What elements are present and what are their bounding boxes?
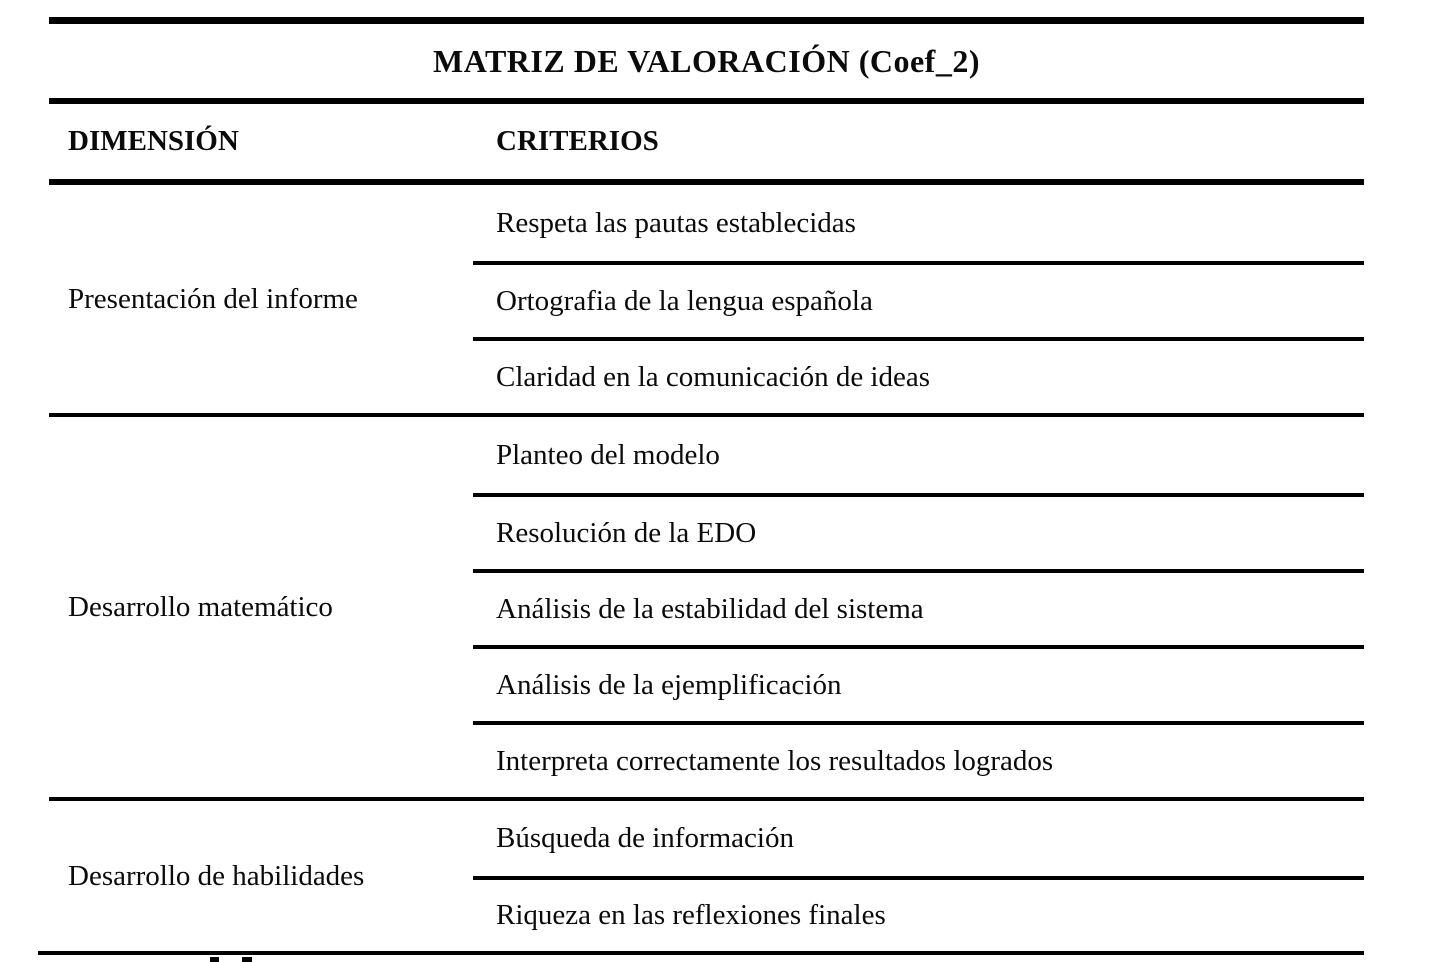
table-section-desarrollo-matematico bbox=[49, 413, 1364, 797]
criterion-row: Análisis de la ejemplificación bbox=[473, 645, 1364, 721]
table-section-presentacion bbox=[49, 185, 1364, 413]
dimension-cell: Desarrollo de habilidades bbox=[68, 859, 365, 892]
table-title: MATRIZ DE VALORACIÓN (Coef_2) bbox=[433, 42, 980, 79]
criterion-row: Riqueza en las reflexiones finales bbox=[473, 876, 1364, 951]
dimension-cell: Desarrollo matemático bbox=[68, 590, 333, 623]
criterion-row: Resolución de la EDO bbox=[473, 493, 1364, 569]
clipped-caption-fragment bbox=[210, 957, 219, 962]
criterion-row: Interpreta correctamente los resultados logrados bbox=[473, 721, 1364, 797]
table-section-desarrollo-habilidades bbox=[49, 797, 1364, 951]
criterion-row: Ortografia de la lengua española bbox=[473, 261, 1364, 337]
criterion-row: Claridad en la comunicación de ideas bbox=[473, 337, 1364, 413]
criterion-row: Respeta las pautas establecidas bbox=[496, 206, 856, 239]
column-header-criteria: CRITERIOS bbox=[496, 125, 659, 157]
top-rule bbox=[49, 17, 1364, 24]
criteria-column bbox=[473, 185, 1364, 413]
table-header-row bbox=[49, 104, 1364, 179]
valuation-matrix-table bbox=[49, 17, 1364, 955]
bottom-rule bbox=[38, 951, 1364, 955]
criterion-row: Búsqueda de información bbox=[496, 822, 794, 854]
dimension-cell: Presentación del informe bbox=[68, 282, 358, 315]
column-header-dimension: DIMENSIÓN bbox=[68, 125, 239, 157]
criteria-column bbox=[473, 801, 1364, 951]
clipped-caption-fragment bbox=[242, 957, 252, 962]
criterion-row: Análisis de la estabilidad del sistema bbox=[473, 569, 1364, 645]
criterion-row: Planteo del modelo bbox=[496, 438, 720, 471]
criteria-column bbox=[473, 417, 1364, 797]
